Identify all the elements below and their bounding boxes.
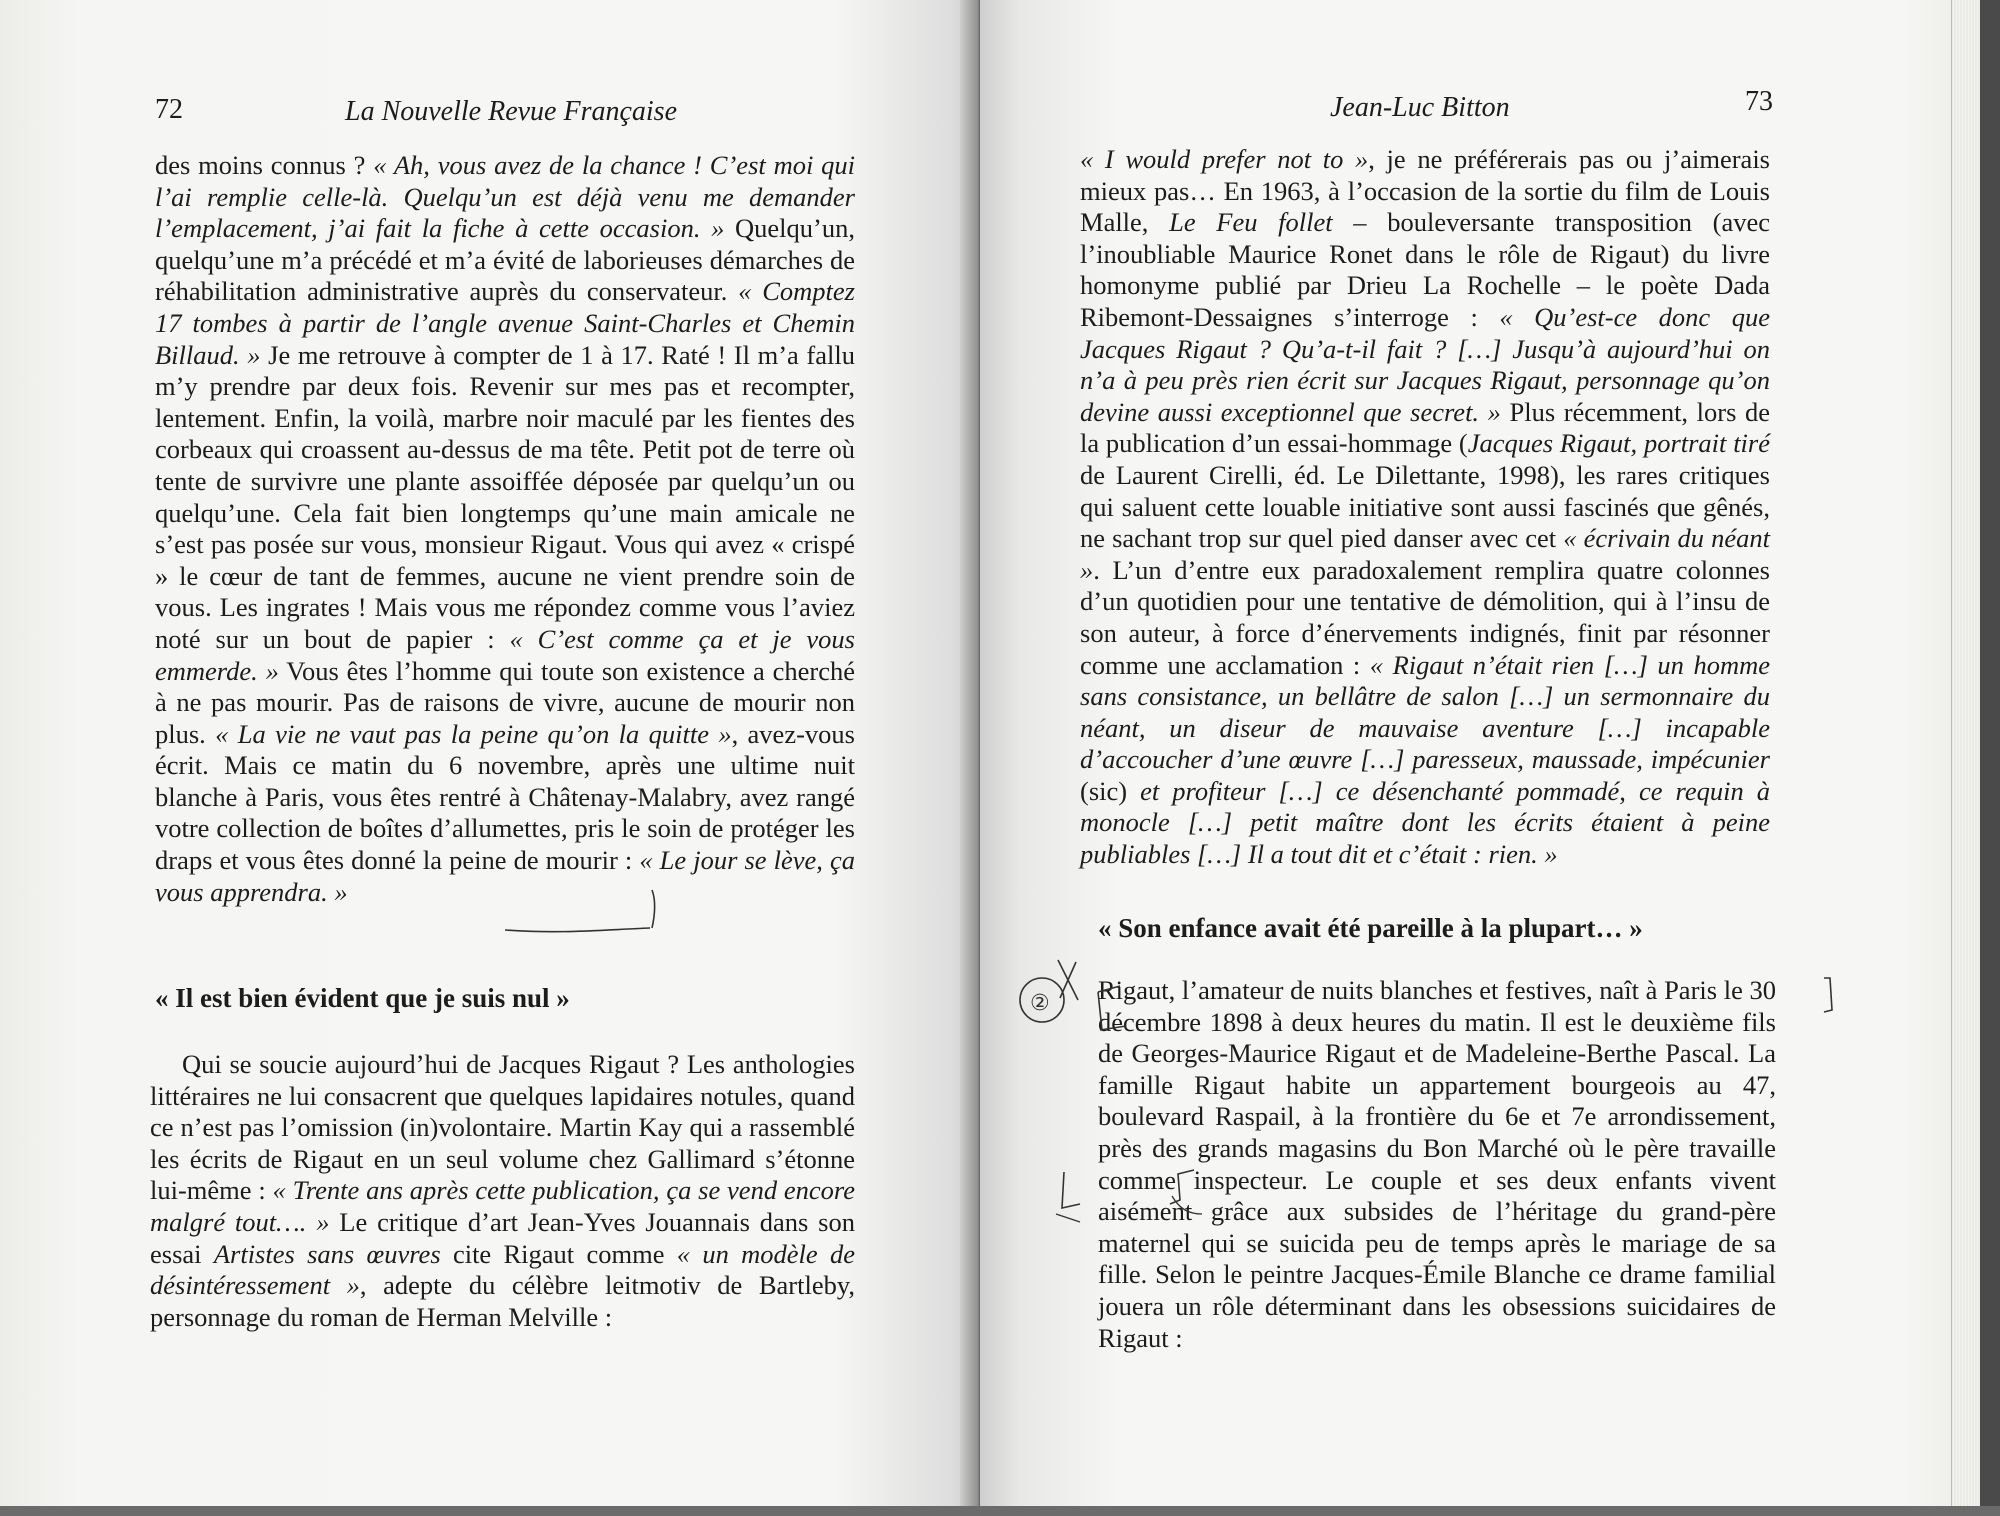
- text-run: – bouleversante transposition (avec l’inoubliable Maurice Ronet dans le rôle de Rigaut) du livre homonyme publié par Drieu La Rochelle – le poète Dada Ribemont-Dessaignes s’interroge :: [1080, 207, 1770, 332]
- right-paragraph-1: [1080, 144, 1770, 871]
- italic-text-run: « I would prefer not to »: [1080, 144, 1369, 174]
- text-run: (sic): [1080, 775, 1141, 806]
- italic-text-run: « Qu’est-ce donc que Jacques Rigaut ? Qu’a-t-il fait ? […] Jusqu’à aujourd’hui on n’a à peu près rien écrit sur Jacques Rigaut, personnage qu’on devine aussi exceptionnel que secret. »: [1080, 301, 1770, 427]
- left-paragraph-1: [155, 150, 855, 908]
- text-run: cite Rigaut comme: [440, 1238, 677, 1269]
- bottom-edge: [0, 1506, 2000, 1516]
- italic-text-run: « C’est comme ça et je vous emmerde. »: [155, 623, 855, 686]
- right-section-title: « Son enfance avait été pareille à la plupart… »: [1098, 913, 1643, 943]
- italic-text-run: « La vie ne vaut pas la peine qu’on la quitte »: [215, 718, 732, 749]
- circled-two-mark: ②: [1030, 991, 1050, 1016]
- left-section-title: « Il est bien évident que je suis nul »: [155, 983, 570, 1013]
- text-run: de Laurent Cirelli, éd. Le Dilettante, 1998), les rares critiques qui saluent cette louable initiative sont aussi fascinés que gênés, ne sachant trop sur quel pied danser avec cet: [1080, 459, 1770, 554]
- italic-text-run: « Trente ans après cette publication, ça se vend encore malgré tout…. »: [150, 1175, 855, 1237]
- text-run: Plus récemment, lors de la publication d’un essai-hommage (: [1080, 396, 1770, 459]
- page-number-right: 73: [1745, 86, 1773, 117]
- text-run: Je me retrouve à compter de 1 à 17. Raté ! Il m’a fallu m’y prendre par deux fois. Revenir sur mes pas et recompter, lentement. Enfin, la voilà, marbre noir maculé par les fientes des corbeaux qui croassent au-dessus de ma tête. Petit pot de terre où tente de survivre une plante assoiffée déposée par quelqu’un ou quelqu’une. Cela fait bien longtemps qu’une main amicale ne s’est pas posée sur vous, monsieur Rigaut. Vous qui avez « crispé » le cœur de tant de femmes, aucune ne vient prendre soin de vous. Les ingrates ! Mais vous me répondez comme vous l’aviez noté sur un bout de papier :: [155, 339, 855, 654]
- italic-text-run: et profiteur […] ce désenchanté pommadé, ce requin à monocle […] petit maître dont les écrits étaient à peine publiables […] Il a tout dit et c’était : rien. »: [1080, 775, 1770, 870]
- italic-text-run: Le Feu follet: [1169, 207, 1333, 238]
- text-run: des moins connus ?: [155, 150, 374, 180]
- italic-text-run: Jacques Rigaut, portrait tiré: [1467, 428, 1770, 459]
- italic-text-run: « Le jour se lève, ça vous apprendra. »: [155, 845, 855, 907]
- italic-text-run: « Ah, vous avez de la chance ! C’est moi qui l’ai remplie celle-là. Quelqu’un est déjà venu me demander l’emplacement, j’ai fait la fiche à cette occasion. »: [155, 150, 856, 244]
- right-paragraph-2: [1098, 975, 1776, 1354]
- running-head-right: Jean-Luc Bitton: [1330, 92, 1510, 123]
- left-page: [0, 0, 980, 1516]
- text-run: Rigaut, l’amateur de nuits blanches et festives, naît à Paris le 30 décembre 1898 à deux heures du matin. Il est le deuxième fils de Georges-Maurice Rigaut et de Madeleine-Berthe Pascal. La famille Rigaut habite un appartement bourgeois au 47, boulevard Raspail, à la frontière du 6e et 7e arrondissement, près des grands magasins du Bon Marché où le père travaille comme inspecteur. Le couple et ses deux enfants vivent aisément grâce aux subsides de l’héritage du grand-père maternel qui se suicida peu de temps après le mariage de sa fille. Selon le peintre Jacques-Émile Blanche ce drame familial jouera un rôle déterminant dans les obsessions suicidaires de Rigaut :: [1098, 975, 1776, 1353]
- italic-text-run: « Rigaut n’était rien […] un homme sans consistance, un bellâtre de salon […] un sermonnaire du néant, un diseur de mauvaise aventure […] incapable d’accoucher d’une œuvre […] paresseux, maussade, impécunier: [1080, 649, 1770, 775]
- text-run: , je ne préférerais pas ou j’aimerais mieux pas… En 1963, à l’occasion de la sortie du film de Louis Malle,: [1080, 144, 1770, 238]
- text-run: Le critique d’art Jean-Yves Jouannais dans son essai: [150, 1206, 855, 1269]
- running-head-left: La Nouvelle Revue Française: [345, 96, 678, 127]
- page-number-left: 72: [155, 94, 183, 125]
- left-paragraph-2: [150, 1049, 855, 1333]
- text-run: . L’un d’entre eux paradoxalement remplira quatre colonnes d’un quotidien pour une tentative de démolition, qui à l’insu de son auteur, à force d’énervements indignés, finit par résonner comme une acclamation :: [1080, 554, 1770, 680]
- text-run: Qui se soucie aujourd’hui de Jacques Rigaut ? Les anthologies littéraires ne lui consacrent que quelques lapidaires notules, quand ce n’est pas l’omission (in)volontaire. Martin Kay qui a rassemblé les écrits de Rigaut en un seul volume chez Gallimard s’étonne lui-même :: [150, 1049, 855, 1206]
- text-run: Quelqu’un, quelqu’une m’a précédé et m’a évité de laborieuses démarches de réhabilitation administrative auprès du conservateur.: [155, 213, 855, 307]
- italic-text-run: « Comptez 17 tombes à partir de l’angle avenue Saint-Charles et Chemin Billaud. »: [155, 276, 855, 370]
- text-run: , adepte du célèbre leitmotiv de Bartleby, personnage du roman de Herman Melville :: [150, 1270, 855, 1332]
- page-edges: [1951, 0, 1980, 1516]
- italic-text-run: Artistes sans œuvres: [213, 1238, 441, 1269]
- text-run: Vous êtes l’homme qui toute son existence a cherché à ne pas mourir. Pas de raisons de vivre, aucune de mourir non plus.: [155, 655, 856, 749]
- right-page: [980, 0, 1980, 1516]
- text-run: , avez-vous écrit. Mais ce matin du 6 novembre, après une ultime nuit blanche à Paris, vous êtes rentré à Châtenay-Malabry, avez rangé votre collection de boîtes d’allumettes, pris le soin de protéger les draps et vous êtes donné la peine de mourir :: [155, 718, 855, 876]
- italic-text-run: « écrivain du néant »: [1080, 523, 1770, 585]
- italic-text-run: « un modèle de désintéressement »: [150, 1238, 855, 1301]
